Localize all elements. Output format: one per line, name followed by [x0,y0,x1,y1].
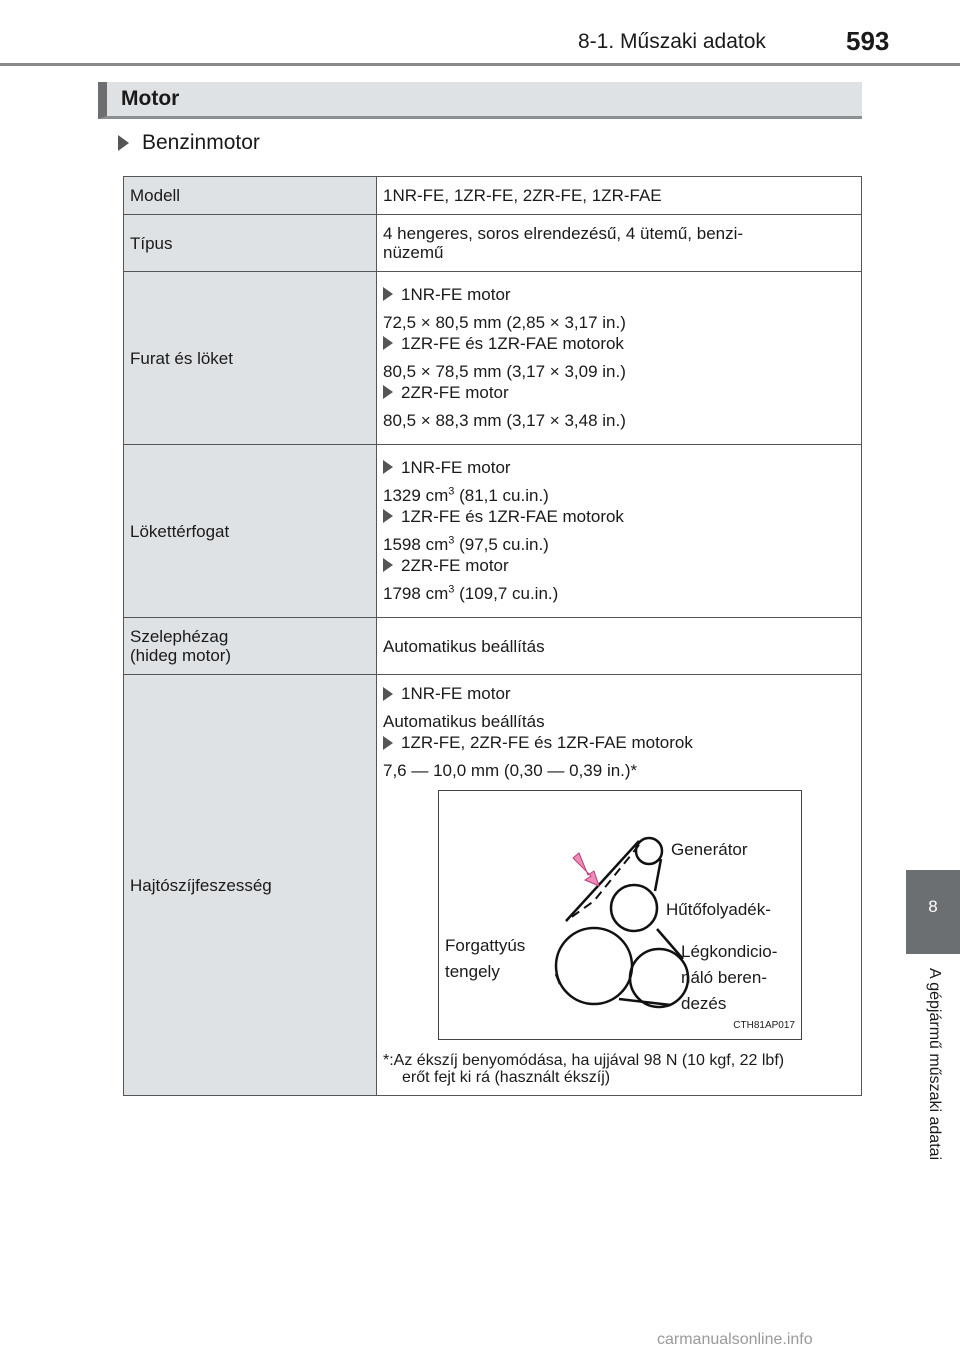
row-label: Modell [124,177,377,215]
spec-value: 1798 $cm^3$ (109,7 cu.in.) [383,582,559,603]
triangle-bullet-icon [383,287,393,301]
spec-value: 1329 $cm^3$ (81,1 cu.in.) [383,484,549,505]
triangle-bullet-icon [383,558,393,572]
row-value [377,675,862,1096]
coolant-pulley [611,885,657,931]
watermark: carmanualsonline.info [657,1331,813,1348]
row-label: Típus [124,215,377,272]
spec-value: 72,5 × 80,5 mm (2,85 × 3,17 in.) [383,312,626,332]
crankshaft-pulley [556,928,632,1004]
list-item [383,458,855,477]
table-row [124,177,862,215]
list-item [383,556,855,575]
list-item [383,733,855,752]
list-item [383,684,855,703]
engine-name: 1NR-FE motor [401,284,511,304]
engine-name: 2ZR-FE motor [401,382,509,402]
engine-name: 2ZR-FE motor [401,555,509,575]
list-item [383,334,855,353]
table-row [124,215,862,272]
ac-label: Légkondicio- náló beren- dezés [681,942,778,1013]
label-line: Szelephézag [130,627,229,646]
list-item [383,383,855,402]
engine-name: 1ZR-FE, 2ZR-FE és 1ZR-FAE motorok [401,733,693,752]
spec-value: 80,5 × 78,5 mm (3,17 × 3,09 in.) [383,361,626,381]
engine-name: 1NR-FE motor [401,457,511,477]
triangle-bullet-icon [118,135,129,151]
push-arrow-icon [573,853,599,886]
triangle-bullet-icon [383,336,393,350]
triangle-bullet-icon [383,385,393,399]
row-label: Hajtószíjfeszesség [124,675,377,1096]
spec-value: 1598 $cm^3$ (97,5 cu.in.) [383,533,549,554]
spec-value: Automatikus beállítás [383,712,545,731]
chapter-tab-number: 8 [928,897,938,916]
row-value [377,445,862,618]
section-bar [98,82,862,119]
table-row [124,618,862,675]
list-item [383,285,855,304]
table-row [124,272,862,445]
spec-value: 80,5 × 88,3 mm (3,17 × 3,48 in.) [383,410,626,430]
list-item [383,507,855,526]
table-row [124,445,862,618]
triangle-bullet-icon [383,460,393,474]
value-line: 4 hengeres, soros elrendezésű, 4 ütemű, benzi- [383,224,744,243]
value-line: nüzemű [383,243,444,262]
figure-code: CTH81AP017 [733,1020,795,1031]
belt-diagram [438,790,802,1040]
spec-table [123,176,862,1096]
header-rule [0,63,960,66]
row-label: Furat és löket [124,272,377,445]
crankshaft-label: Forgattyús tengely [445,936,526,981]
ac-pulley [630,949,688,1007]
spec-value: 7,6 — 10,0 mm (0,30 — 0,39 in.)* [383,761,638,780]
subheading [118,131,260,155]
coolant-label: Hűtőfolyadék- [666,900,771,919]
row-value: 1NR-FE, 1ZR-FE, 2ZR-FE, 1ZR-FAE [377,177,862,215]
engine-name: 1ZR-FE és 1ZR-FAE motorok [401,333,624,353]
row-label [124,618,377,675]
chapter-side-label-text: A gépjármű műszaki adatai [926,968,943,1161]
triangle-bullet-icon [383,736,393,750]
engine-name: 1NR-FE motor [401,684,511,703]
section-title: Motor [121,87,180,110]
page-number: 593 [846,26,890,56]
label-line: (hideg motor) [130,646,232,665]
subheading-text: Benzinmotor [142,131,260,154]
generator-pulley [636,838,662,864]
triangle-bullet-icon [383,509,393,523]
row-value: Automatikus beállítás [377,618,862,675]
row-value [377,272,862,445]
generator-label: Generátor [671,840,748,859]
belt [556,841,683,1005]
row-value [377,215,862,272]
engine-name: 1ZR-FE és 1ZR-FAE motorok [401,506,624,526]
chapter-tab [906,870,960,954]
triangle-bullet-icon [383,687,393,701]
table-row [124,675,862,1096]
footnote: *:Az ékszíj benyomódása, ha ujjával 98 N (10 kgf, 22 lbf) erőt fejt ki rá (használt ékszíj) [383,1052,785,1086]
chapter-title: 8-1. Műszaki adatok [578,30,766,53]
row-label: Lökettérfogat [124,445,377,618]
